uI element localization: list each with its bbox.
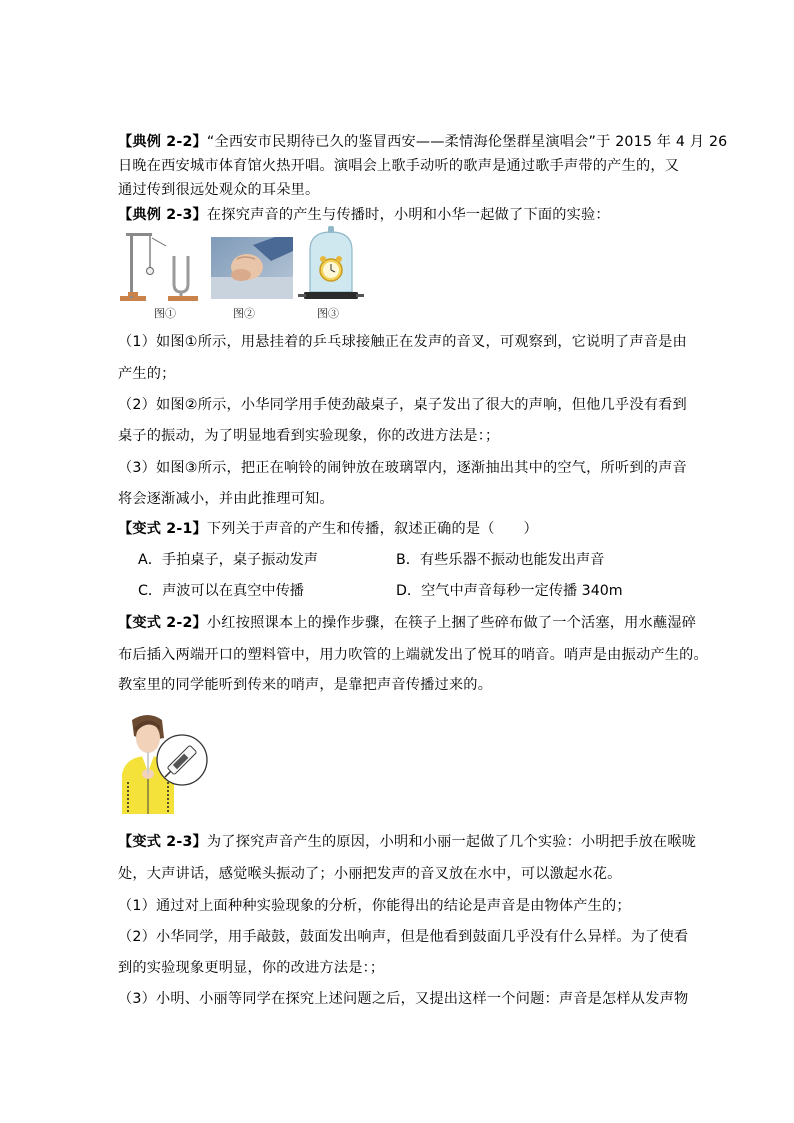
line-example-2-2-b: 日晚在西安城市体育馆火热开唱。演唱会上歌手动听的歌声是通过歌手声带的产生的，又 (118, 158, 680, 174)
line-q3-a: （3）如图③所示，把正在响铃的闹钟放在玻璃罩内，逐渐抽出其中的空气，所听到的声音 (118, 460, 687, 476)
line-variant-2-3-q3: （3）小明、小丽等同学在探究上述问题之后，又提出这样一个问题：声音是怎样从发声物 (118, 991, 689, 1007)
line-variant-2-2-c: 教室里的同学能听到传来的哨声，是靠把声音传播过来的。 (118, 677, 493, 693)
figure-2-caption: 图② (233, 307, 255, 320)
line-example-2-2-a: 【典例 2-2】“全西安市民期待已久的鉴冒西安——柔情海伦堡群星演唱会”于 2015 年 4 月 26 (118, 134, 728, 150)
line-example-2-2-c: 通过传到很远处观众的耳朵里。 (118, 182, 320, 198)
option-c: C．声波可以在真空中传播 (138, 583, 304, 599)
option-b: B．有些乐器不振动也能发出声音 (396, 552, 605, 568)
line-variant-2-3-q1: （1）通过对上面种种实验现象的分析，你能得出的结论是声音是由物体产生的； (118, 898, 631, 914)
line-q2-b: 桌子的振动，为了明显地看到实验现象，你的改进方法是：； (118, 428, 500, 444)
line-variant-2-1: 【变式 2-1】下列关于声音的产生和传播，叙述正确的是（ ） (118, 521, 538, 537)
figure-3-caption: 图③ (317, 307, 339, 320)
line-variant-2-2-b: 布后插入两端开口的塑料管中，用力吹管的上端就发出了悦耳的哨音。哨声是由振动产生的。 (118, 647, 708, 663)
line-variant-2-2-a: 【变式 2-2】小红按照课本上的操作步骤，在筷子上捆了些碎布做了一个活塞，用水蘸湿碎 (118, 615, 697, 631)
line-example-2-3: 【典例 2-3】在探究声音的产生与传播时，小明和小华一起做了下面的实验： (118, 207, 610, 223)
option-d: D．空气中声音每秒一定传播 340m (396, 583, 623, 599)
line-q2-a: （2）如图②所示，小华同学用手使劲敲桌子，桌子发出了很大的声响，但他几乎没有看到 (118, 397, 687, 413)
hand-knocking-table-figure (211, 237, 293, 299)
line-variant-2-3-a: 【变式 2-3】为了探究声音产生的原因，小明和小丽一起做了几个实验：小明把手放在喉咙 (118, 834, 697, 850)
girl-whistle-figure (118, 712, 210, 814)
line-variant-2-3-q2-b: 到的实验现象更明显，你的改进方法是：； (118, 960, 385, 976)
tuning-fork-figure (118, 228, 204, 304)
option-a: A．手拍桌子，桌子振动发声 (138, 552, 318, 568)
line-q3-b: 将会逐渐减小，并由此推理可知。 (118, 491, 334, 507)
bell-jar-alarm-clock-figure (298, 226, 364, 302)
line-q1-a: （1）如图①所示，用悬挂着的乒乓球接触正在发声的音叉，可观察到，它说明了声音是由 (118, 334, 687, 350)
figure-1-caption: 图① (154, 307, 176, 320)
line-variant-2-3-q2-a: （2）小华同学，用手敲鼓，鼓面发出响声，但是他看到鼓面几乎没有什么异样。为了使看 (118, 929, 689, 945)
line-q1-b: 产生的； (118, 366, 176, 382)
line-variant-2-3-b: 处，大声讲话，感觉喉头振动了；小丽把发声的音叉放在水中，可以激起水花。 (118, 866, 622, 882)
